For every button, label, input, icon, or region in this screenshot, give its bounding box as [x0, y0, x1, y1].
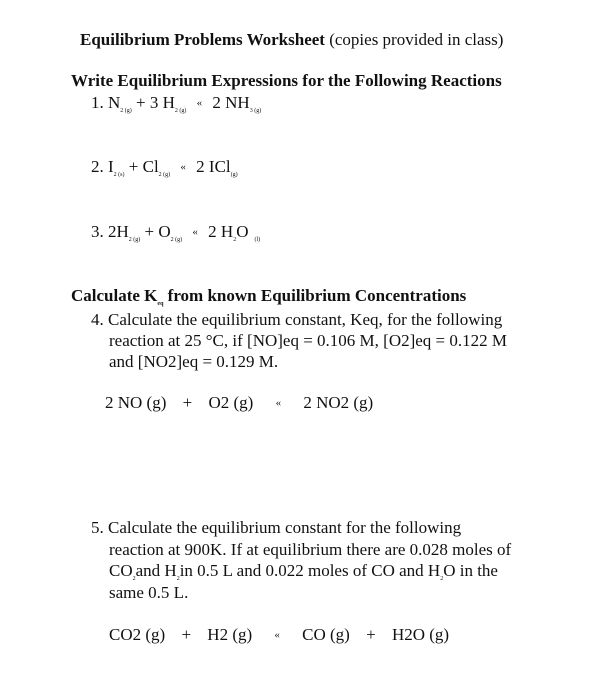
q4-equation	[105, 393, 373, 413]
q5-line4: same 0.5 L.	[109, 583, 189, 602]
section2-heading-a: Calculate K	[71, 286, 158, 305]
q4-eq-reactant2: O2 (g)	[208, 393, 254, 412]
reaction-1	[91, 93, 261, 113]
r1-sub2: 2 (g)	[174, 108, 187, 114]
r3-num: 3. 2H	[91, 222, 129, 241]
r2-sub1: 2 (s)	[113, 172, 125, 178]
q5-eq-plus1: +	[181, 625, 192, 644]
r2-product: 2 ICl	[196, 157, 231, 176]
r1-plus: + 3 H	[136, 93, 175, 112]
section2-heading-sub: eq	[157, 301, 164, 307]
q5-line1: 5. Calculate the equilibrium constant for the following	[91, 518, 462, 537]
worksheet-title	[80, 30, 503, 50]
r1-sub3: 3 (g)	[249, 108, 262, 114]
q5-eq-arrow: «	[274, 629, 280, 641]
r2-sub2: 2 (g)	[158, 172, 171, 178]
q5-eq-product2: H2O (g)	[391, 625, 450, 644]
q4-line2: reaction at 25 °C, if [NO]eq = 0.106 M, [O2]eq = 0.122 M	[109, 331, 508, 350]
q5-h-sub: 2	[176, 576, 180, 582]
r3-sub3: 2	[233, 237, 237, 243]
section2-heading-b: from known Equilibrium Concentrations	[167, 286, 467, 305]
q4-eq-plus: +	[182, 393, 193, 412]
r3-sub4: (l)	[254, 237, 261, 243]
q4-eq-arrow: «	[275, 397, 282, 409]
q5-line3	[109, 561, 498, 581]
r2-arrow: «	[180, 161, 186, 173]
r3-plus: + O	[144, 222, 171, 241]
r3-product2: O	[236, 222, 249, 241]
reaction-2	[91, 157, 238, 177]
q5-mid: in 0.5 L and 0.022 moles of CO and H	[179, 561, 441, 580]
r2-sub3: (g)	[230, 172, 238, 178]
q4-eq-reactant1: 2 NO (g)	[105, 393, 167, 412]
r2-num: 2. I	[91, 157, 114, 176]
r2-plus: + Cl	[128, 157, 159, 176]
q5-h2o-sub: 2	[440, 576, 444, 582]
r1-num: 1. N	[91, 93, 121, 112]
q5-eq-reactant1: CO2 (g)	[109, 625, 166, 644]
r3-sub1: 2 (g)	[128, 237, 141, 243]
r1-product: 2 NH	[212, 93, 250, 112]
section2-heading	[71, 286, 466, 306]
r3-arrow: «	[192, 226, 198, 238]
r1-arrow: «	[196, 97, 203, 109]
q5-end: O in the	[443, 561, 498, 580]
q5-eq-reactant2: H2 (g)	[207, 625, 253, 644]
reaction-3	[91, 222, 260, 242]
q5-co: CO	[109, 561, 133, 580]
q5-line2: reaction at 900K. If at equilibrium there are 0.028 moles of	[109, 540, 512, 559]
title-note: (copies provided in class)	[329, 30, 504, 49]
q5-eq-product1: CO (g)	[302, 625, 350, 644]
q5-eq-plus2: +	[366, 625, 376, 644]
r3-product: 2 H	[208, 222, 234, 241]
q5-and-h: and H	[135, 561, 177, 580]
q4-line1: 4. Calculate the equilibrium constant, Keq, for the following	[91, 310, 503, 329]
section1-heading: Write Equilibrium Expressions for the Following Reactions	[71, 71, 502, 90]
r3-sub2: 2 (g)	[170, 237, 183, 243]
r1-sub1: 2 (g)	[120, 108, 132, 114]
q4-line3: and [NO2]eq = 0.129 M.	[109, 352, 279, 371]
q5-co-sub: 2	[132, 576, 136, 582]
title-bold: Equilibrium Problems Worksheet	[80, 30, 325, 49]
q4-eq-product: 2 NO2 (g)	[303, 393, 374, 412]
q5-equation	[109, 625, 449, 645]
